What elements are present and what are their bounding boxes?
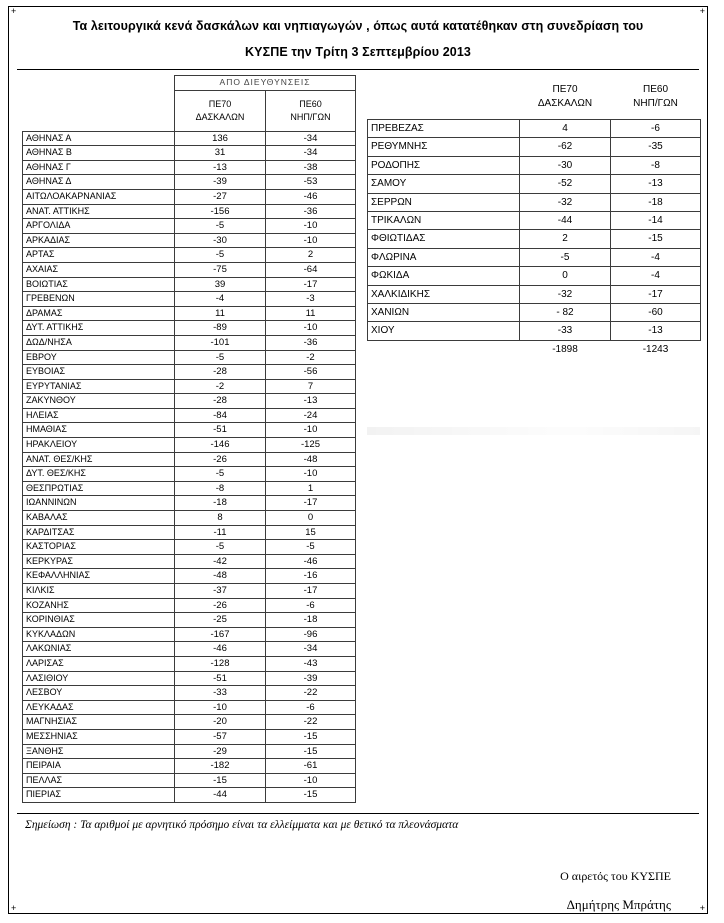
cell-region-name: ΚΕΡΚΥΡΑΣ bbox=[23, 554, 175, 569]
column-header-name-right bbox=[368, 75, 520, 120]
cell-pe60-value: -4 bbox=[611, 248, 701, 266]
totals-pe60-value: -1243 bbox=[642, 343, 669, 355]
cell-pe60-value: -13 bbox=[266, 394, 356, 409]
cell-region-name: ΜΕΣΣΗΝΙΑΣ bbox=[23, 729, 175, 744]
cell-region-name: ΒΟΙΩΤΙΑΣ bbox=[23, 277, 175, 292]
cell-region-name: ΛΑΣΙΘΙΟΥ bbox=[23, 671, 175, 686]
cell-pe60-value: -18 bbox=[266, 613, 356, 628]
table-row bbox=[23, 627, 356, 642]
table-row bbox=[23, 306, 356, 321]
cell-region-name: ΚΑΣΤΟΡΙΑΣ bbox=[23, 540, 175, 555]
column-header-pe60-right-line1: ΠΕ60 bbox=[642, 84, 668, 95]
cell-pe60-value: -17 bbox=[266, 277, 356, 292]
cell-pe70-value: -26 bbox=[175, 452, 266, 467]
cell-region-name: ΔΩΔ/ΝΗΣΑ bbox=[23, 335, 175, 350]
table-row bbox=[23, 131, 356, 146]
table-row bbox=[23, 656, 356, 671]
cell-pe70-value: -30 bbox=[175, 233, 266, 248]
column-header-pe70-right-line2: ΔΑΣΚΑΛΩΝ bbox=[537, 98, 593, 109]
cell-pe70-value: -10 bbox=[175, 700, 266, 715]
crop-mark-top-left: + bbox=[11, 6, 17, 16]
cell-pe70-value: -5 bbox=[175, 350, 266, 365]
table-row bbox=[23, 613, 356, 628]
cell-region-name: ΜΑΓΝΗΣΙΑΣ bbox=[23, 715, 175, 730]
table-row bbox=[23, 554, 356, 569]
cell-pe70-value: -5 bbox=[175, 540, 266, 555]
cell-pe60-value: -4 bbox=[611, 267, 701, 285]
cell-pe70-value: -29 bbox=[175, 744, 266, 759]
table-row bbox=[368, 248, 701, 266]
cell-pe60-value: -3 bbox=[266, 292, 356, 307]
cell-pe60-value: -13 bbox=[611, 175, 701, 193]
crop-mark-bottom-left: + bbox=[11, 903, 17, 913]
column-header-pe60-right bbox=[611, 75, 701, 120]
cell-pe60-value: -34 bbox=[266, 131, 356, 146]
cell-pe60-value: -10 bbox=[266, 773, 356, 788]
cell-pe60-value: -15 bbox=[266, 788, 356, 803]
cell-region-name: ΛΑΡΙΣΑΣ bbox=[23, 656, 175, 671]
cell-region-name: ΧΑΛΚΙΔΙΚΗΣ bbox=[368, 285, 520, 303]
table-row bbox=[23, 569, 356, 584]
cell-pe70-value: -89 bbox=[175, 321, 266, 336]
cell-pe60-value: 11 bbox=[266, 306, 356, 321]
cell-region-name: ΕΥΒΟΙΑΣ bbox=[23, 365, 175, 380]
table-row bbox=[23, 262, 356, 277]
cell-pe70-value: -52 bbox=[520, 175, 611, 193]
table-row bbox=[368, 138, 701, 156]
group-header-label: ΑΠΟ ΔΙΕΥΘΥΝΣΕΙΣ bbox=[175, 76, 356, 91]
cell-pe70-value: - 82 bbox=[520, 304, 611, 322]
title-line-1: Τα λειτουργικά κενά δασκάλων και νηπιαγωγών , όπως αυτά κατατέθηκαν στη συνεδρίαση του bbox=[72, 19, 644, 33]
totals-label bbox=[368, 340, 520, 358]
cell-pe60-value: -48 bbox=[266, 452, 356, 467]
cell-pe60-value: -10 bbox=[266, 321, 356, 336]
title-divider bbox=[17, 69, 699, 70]
cell-region-name: ΦΩΚΙΔΑ bbox=[368, 267, 520, 285]
cell-pe60-value: -43 bbox=[266, 656, 356, 671]
table-row bbox=[23, 759, 356, 774]
cell-pe60-value: -36 bbox=[266, 204, 356, 219]
cell-pe70-value: 11 bbox=[175, 306, 266, 321]
cell-region-name: ΑΝΑΤ. ΘΕΣ/ΚΗΣ bbox=[23, 452, 175, 467]
document-page bbox=[8, 6, 708, 914]
table-row bbox=[368, 175, 701, 193]
cell-pe60-value: -10 bbox=[266, 233, 356, 248]
totals-pe70-value: -1898 bbox=[552, 343, 578, 355]
title-line-2: ΚΥΣΠΕ την Τρίτη 3 Σεπτεμβρίου 2013 bbox=[245, 45, 471, 59]
table-row bbox=[23, 715, 356, 730]
cell-pe70-value: -28 bbox=[175, 365, 266, 380]
cell-pe60-value: -5 bbox=[266, 540, 356, 555]
cell-pe70-value: -84 bbox=[175, 408, 266, 423]
group-header-blank bbox=[23, 76, 175, 91]
cell-region-name: ΧΙΟΥ bbox=[368, 322, 520, 340]
cell-pe70-value: -4 bbox=[175, 292, 266, 307]
table-row bbox=[23, 277, 356, 292]
cell-pe60-value: 1 bbox=[266, 481, 356, 496]
table-row bbox=[368, 322, 701, 340]
table-row bbox=[368, 156, 701, 174]
cell-pe70-value: 39 bbox=[175, 277, 266, 292]
cell-region-name: ΚΟΖΑΝΗΣ bbox=[23, 598, 175, 613]
table-body-right bbox=[368, 120, 701, 359]
cell-region-name: ΣΑΜΟΥ bbox=[368, 175, 520, 193]
cell-pe70-value: -5 bbox=[520, 248, 611, 266]
table-row bbox=[23, 379, 356, 394]
footnote: Σημείωση : Τα αριθμοί με αρνητικό πρόσημο είναι τα ελλείμματα και με θετικό τα πλεονάσματα bbox=[25, 819, 459, 831]
cell-pe70-value: -48 bbox=[175, 569, 266, 584]
cell-region-name: ΠΕΙΡΑΙΑ bbox=[23, 759, 175, 774]
cell-pe60-value: -35 bbox=[611, 138, 701, 156]
cell-pe60-value: 0 bbox=[266, 511, 356, 526]
cell-pe60-value: -64 bbox=[266, 262, 356, 277]
cell-pe70-value: -39 bbox=[175, 175, 266, 190]
cell-region-name: ΑΘΗΝΑΣ Β bbox=[23, 146, 175, 161]
cell-pe60-value: 2 bbox=[266, 248, 356, 263]
table-row bbox=[23, 598, 356, 613]
cell-pe70-value: -167 bbox=[175, 627, 266, 642]
cell-region-name: ΔΥΤ. ΘΕΣ/ΚΗΣ bbox=[23, 467, 175, 482]
cell-region-name: ΚΙΛΚΙΣ bbox=[23, 584, 175, 599]
cell-pe70-value: 136 bbox=[175, 131, 266, 146]
cell-pe70-value: -18 bbox=[175, 496, 266, 511]
document-title bbox=[9, 13, 707, 65]
signature-name: Δημήτρης Μπράτης bbox=[566, 897, 671, 912]
cell-pe60-value: -10 bbox=[266, 423, 356, 438]
cell-region-name: ΛΕΥΚΑΔΑΣ bbox=[23, 700, 175, 715]
table-head-left bbox=[23, 76, 356, 132]
column-header-pe70 bbox=[175, 90, 266, 131]
cell-pe60-value: -6 bbox=[266, 700, 356, 715]
cell-pe70-value: -15 bbox=[175, 773, 266, 788]
column-header-name bbox=[23, 90, 175, 131]
cell-pe60-value: -2 bbox=[266, 350, 356, 365]
cell-region-name: ΠΙΕΡΙΑΣ bbox=[23, 788, 175, 803]
cell-region-name: ΚΑΡΔΙΤΣΑΣ bbox=[23, 525, 175, 540]
cell-region-name: ΑΡΓΟΛΙΔΑ bbox=[23, 219, 175, 234]
cell-region-name: ΚΕΦΑΛΛΗΝΙΑΣ bbox=[23, 569, 175, 584]
cell-pe60-value: -13 bbox=[611, 322, 701, 340]
table-row bbox=[23, 350, 356, 365]
cell-pe60-value: -96 bbox=[266, 627, 356, 642]
table-body-left bbox=[23, 131, 356, 802]
table-row bbox=[368, 120, 701, 138]
cell-region-name: ΧΑΝΙΩΝ bbox=[368, 304, 520, 322]
cell-region-name: ΠΕΛΛΑΣ bbox=[23, 773, 175, 788]
table-row bbox=[23, 540, 356, 555]
cell-pe60-value: -15 bbox=[266, 744, 356, 759]
cell-pe70-value: -25 bbox=[175, 613, 266, 628]
table-row bbox=[23, 584, 356, 599]
note-divider bbox=[17, 813, 699, 814]
cell-pe70-value: -44 bbox=[520, 212, 611, 230]
column-header-pe60 bbox=[266, 90, 356, 131]
cell-pe60-value: -60 bbox=[611, 304, 701, 322]
table-row bbox=[23, 729, 356, 744]
cell-pe60-value: -56 bbox=[266, 365, 356, 380]
cell-pe70-value: -27 bbox=[175, 189, 266, 204]
table-row bbox=[23, 175, 356, 190]
totals-row bbox=[368, 340, 701, 358]
cell-pe60-value: -24 bbox=[266, 408, 356, 423]
cell-pe70-value: -51 bbox=[175, 423, 266, 438]
cell-pe70-value: -44 bbox=[175, 788, 266, 803]
cell-pe60-value: -10 bbox=[266, 219, 356, 234]
table-row bbox=[23, 408, 356, 423]
cell-pe70-value: -57 bbox=[175, 729, 266, 744]
table-row bbox=[23, 744, 356, 759]
cell-pe60-value: -46 bbox=[266, 189, 356, 204]
cell-region-name: ΞΑΝΘΗΣ bbox=[23, 744, 175, 759]
table-row bbox=[23, 525, 356, 540]
table-row bbox=[368, 193, 701, 211]
scan-artifact bbox=[367, 427, 700, 435]
cell-region-name: ΡΕΘΥΜΝΗΣ bbox=[368, 138, 520, 156]
cell-pe60-value: -46 bbox=[266, 554, 356, 569]
cell-pe60-value: -8 bbox=[611, 156, 701, 174]
cell-pe60-value: -15 bbox=[611, 230, 701, 248]
column-header-row-right bbox=[368, 75, 701, 120]
table-row bbox=[23, 394, 356, 409]
cell-region-name: ΛΕΣΒΟΥ bbox=[23, 686, 175, 701]
table-row bbox=[368, 267, 701, 285]
cell-pe70-value: -33 bbox=[175, 686, 266, 701]
column-header-pe70-line1: ΠΕ70 bbox=[208, 98, 232, 109]
table-row bbox=[368, 230, 701, 248]
cell-pe60-value: -16 bbox=[266, 569, 356, 584]
cell-region-name: ΚΥΚΛΑΔΩΝ bbox=[23, 627, 175, 642]
table-row bbox=[23, 700, 356, 715]
cell-region-name: ΣΕΡΡΩΝ bbox=[368, 193, 520, 211]
table-row bbox=[23, 467, 356, 482]
column-header-pe70-right bbox=[520, 75, 611, 120]
cell-pe70-value: -32 bbox=[520, 193, 611, 211]
crop-mark-bottom-right: + bbox=[699, 903, 705, 913]
cell-region-name: ΑΡΤΑΣ bbox=[23, 248, 175, 263]
cell-pe60-value: -53 bbox=[266, 175, 356, 190]
table-row bbox=[23, 423, 356, 438]
cell-region-name: ΑΝΑΤ. ΑΤΤΙΚΗΣ bbox=[23, 204, 175, 219]
column-header-row bbox=[23, 90, 356, 131]
cell-region-name: ΑΙΤΩΛΟΑΚΑΡΝΑΝΙΑΣ bbox=[23, 189, 175, 204]
cell-region-name: ΑΡΚΑΔΙΑΣ bbox=[23, 233, 175, 248]
cell-region-name: ΗΜΑΘΙΑΣ bbox=[23, 423, 175, 438]
signature-role: Ο αιρετός του ΚΥΣΠΕ bbox=[560, 869, 671, 883]
table-row bbox=[23, 365, 356, 380]
table-row bbox=[23, 642, 356, 657]
column-header-pe70-line2: ΔΑΣΚΑΛΩΝ bbox=[195, 111, 245, 122]
cell-pe60-value: -6 bbox=[611, 120, 701, 138]
cell-pe60-value: -18 bbox=[611, 193, 701, 211]
cell-pe60-value: -34 bbox=[266, 146, 356, 161]
cell-pe60-value: 7 bbox=[266, 379, 356, 394]
cell-pe70-value: -2 bbox=[175, 379, 266, 394]
cell-pe70-value: -33 bbox=[520, 322, 611, 340]
cell-pe70-value: 2 bbox=[520, 230, 611, 248]
table-row bbox=[368, 285, 701, 303]
cell-pe70-value: -156 bbox=[175, 204, 266, 219]
cell-pe70-value: -20 bbox=[175, 715, 266, 730]
cell-pe70-value: -5 bbox=[175, 467, 266, 482]
cell-region-name: ΚΑΒΑΛΑΣ bbox=[23, 511, 175, 526]
cell-region-name: ΖΑΚΥΝΘΟΥ bbox=[23, 394, 175, 409]
cell-pe70-value: -101 bbox=[175, 335, 266, 350]
cell-pe70-value: -42 bbox=[175, 554, 266, 569]
vacancies-table-left bbox=[22, 75, 356, 803]
cell-pe60-value: -17 bbox=[266, 496, 356, 511]
cell-pe70-value: -5 bbox=[175, 219, 266, 234]
cell-pe70-value: -26 bbox=[175, 598, 266, 613]
table-row bbox=[23, 321, 356, 336]
table-row bbox=[23, 189, 356, 204]
column-header-pe60-line2: ΝΗΠ/ΓΩΝ bbox=[290, 111, 331, 122]
cell-region-name: ΤΡΙΚΑΛΩΝ bbox=[368, 212, 520, 230]
cell-pe60-value: -61 bbox=[266, 759, 356, 774]
table-row bbox=[23, 160, 356, 175]
cell-pe60-value: -10 bbox=[266, 467, 356, 482]
table-row bbox=[23, 233, 356, 248]
group-header-row bbox=[23, 76, 356, 91]
cell-pe60-value: -39 bbox=[266, 671, 356, 686]
cell-pe70-value: -62 bbox=[520, 138, 611, 156]
cell-region-name: ΦΘΙΩΤΙΔΑΣ bbox=[368, 230, 520, 248]
cell-region-name: ΓΡΕΒΕΝΩΝ bbox=[23, 292, 175, 307]
cell-pe60-value: -17 bbox=[611, 285, 701, 303]
cell-pe70-value: -146 bbox=[175, 438, 266, 453]
cell-pe70-value: -51 bbox=[175, 671, 266, 686]
table-row bbox=[23, 292, 356, 307]
table-row bbox=[23, 511, 356, 526]
table-row bbox=[23, 248, 356, 263]
cell-pe70-value: -32 bbox=[520, 285, 611, 303]
cell-pe60-value: -22 bbox=[266, 686, 356, 701]
cell-region-name: ΑΘΗΝΑΣ Γ bbox=[23, 160, 175, 175]
cell-pe70-value: -75 bbox=[175, 262, 266, 277]
table-head-right bbox=[368, 75, 701, 120]
cell-pe70-value: -30 bbox=[520, 156, 611, 174]
cell-region-name: ΠΡΕΒΕΖΑΣ bbox=[368, 120, 520, 138]
table-row bbox=[23, 438, 356, 453]
table-row bbox=[368, 212, 701, 230]
cell-region-name: ΑΘΗΝΑΣ Α bbox=[23, 131, 175, 146]
cell-region-name: ΦΛΩΡΙΝΑ bbox=[368, 248, 520, 266]
cell-pe70-value: -5 bbox=[175, 248, 266, 263]
table-row bbox=[23, 452, 356, 467]
table-row bbox=[23, 671, 356, 686]
cell-pe60-value: -6 bbox=[266, 598, 356, 613]
cell-pe70-value: -13 bbox=[175, 160, 266, 175]
cell-pe70-value: 4 bbox=[520, 120, 611, 138]
cell-region-name: ΔΥΤ. ΑΤΤΙΚΗΣ bbox=[23, 321, 175, 336]
cell-region-name: ΙΩΑΝΝΙΝΩΝ bbox=[23, 496, 175, 511]
cell-region-name: ΘΕΣΠΡΩΤΙΑΣ bbox=[23, 481, 175, 496]
table-row bbox=[23, 773, 356, 788]
table-row bbox=[23, 686, 356, 701]
cell-region-name: ΑΧΑΙΑΣ bbox=[23, 262, 175, 277]
cell-pe70-value: 8 bbox=[175, 511, 266, 526]
vacancies-table-right bbox=[367, 75, 701, 358]
crop-mark-top-right: + bbox=[699, 6, 705, 16]
table-row bbox=[23, 335, 356, 350]
cell-pe60-value: -15 bbox=[266, 729, 356, 744]
cell-pe70-value: -37 bbox=[175, 584, 266, 599]
cell-pe60-value: -38 bbox=[266, 160, 356, 175]
cell-pe60-value: -14 bbox=[611, 212, 701, 230]
cell-pe70-value: -46 bbox=[175, 642, 266, 657]
cell-pe60-value: -17 bbox=[266, 584, 356, 599]
cell-region-name: ΚΟΡΙΝΘΙΑΣ bbox=[23, 613, 175, 628]
cell-pe70-value: -8 bbox=[175, 481, 266, 496]
table-row bbox=[23, 146, 356, 161]
column-header-pe60-line1: ΠΕ60 bbox=[299, 98, 322, 109]
cell-pe70-value: -28 bbox=[175, 394, 266, 409]
table-row bbox=[23, 204, 356, 219]
table-row bbox=[23, 788, 356, 803]
cell-pe60-value: -22 bbox=[266, 715, 356, 730]
cell-pe70-value: 31 bbox=[175, 146, 266, 161]
cell-region-name: ΕΥΡΥΤΑΝΙΑΣ bbox=[23, 379, 175, 394]
cell-region-name: ΗΡΑΚΛΕΙΟΥ bbox=[23, 438, 175, 453]
cell-pe70-value: -11 bbox=[175, 525, 266, 540]
column-header-pe60-right-line2: ΝΗΠ/ΓΩΝ bbox=[633, 98, 678, 109]
table-row bbox=[23, 481, 356, 496]
cell-pe60-value: -36 bbox=[266, 335, 356, 350]
column-header-pe70-right-line1: ΠΕ70 bbox=[552, 84, 578, 95]
cell-pe70-value: -182 bbox=[175, 759, 266, 774]
cell-region-name: ΛΑΚΩΝΙΑΣ bbox=[23, 642, 175, 657]
cell-pe60-value: 15 bbox=[266, 525, 356, 540]
cell-region-name: ΡΟΔΟΠΗΣ bbox=[368, 156, 520, 174]
cell-region-name: ΕΒΡΟΥ bbox=[23, 350, 175, 365]
cell-region-name: ΑΘΗΝΑΣ Δ bbox=[23, 175, 175, 190]
cell-region-name: ΔΡΑΜΑΣ bbox=[23, 306, 175, 321]
table-row bbox=[23, 219, 356, 234]
table-row bbox=[23, 496, 356, 511]
cell-pe60-value: -34 bbox=[266, 642, 356, 657]
cell-pe60-value: -125 bbox=[266, 438, 356, 453]
cell-pe70-value: 0 bbox=[520, 267, 611, 285]
table-row bbox=[368, 304, 701, 322]
cell-region-name: ΗΛΕΙΑΣ bbox=[23, 408, 175, 423]
cell-pe70-value: -128 bbox=[175, 656, 266, 671]
